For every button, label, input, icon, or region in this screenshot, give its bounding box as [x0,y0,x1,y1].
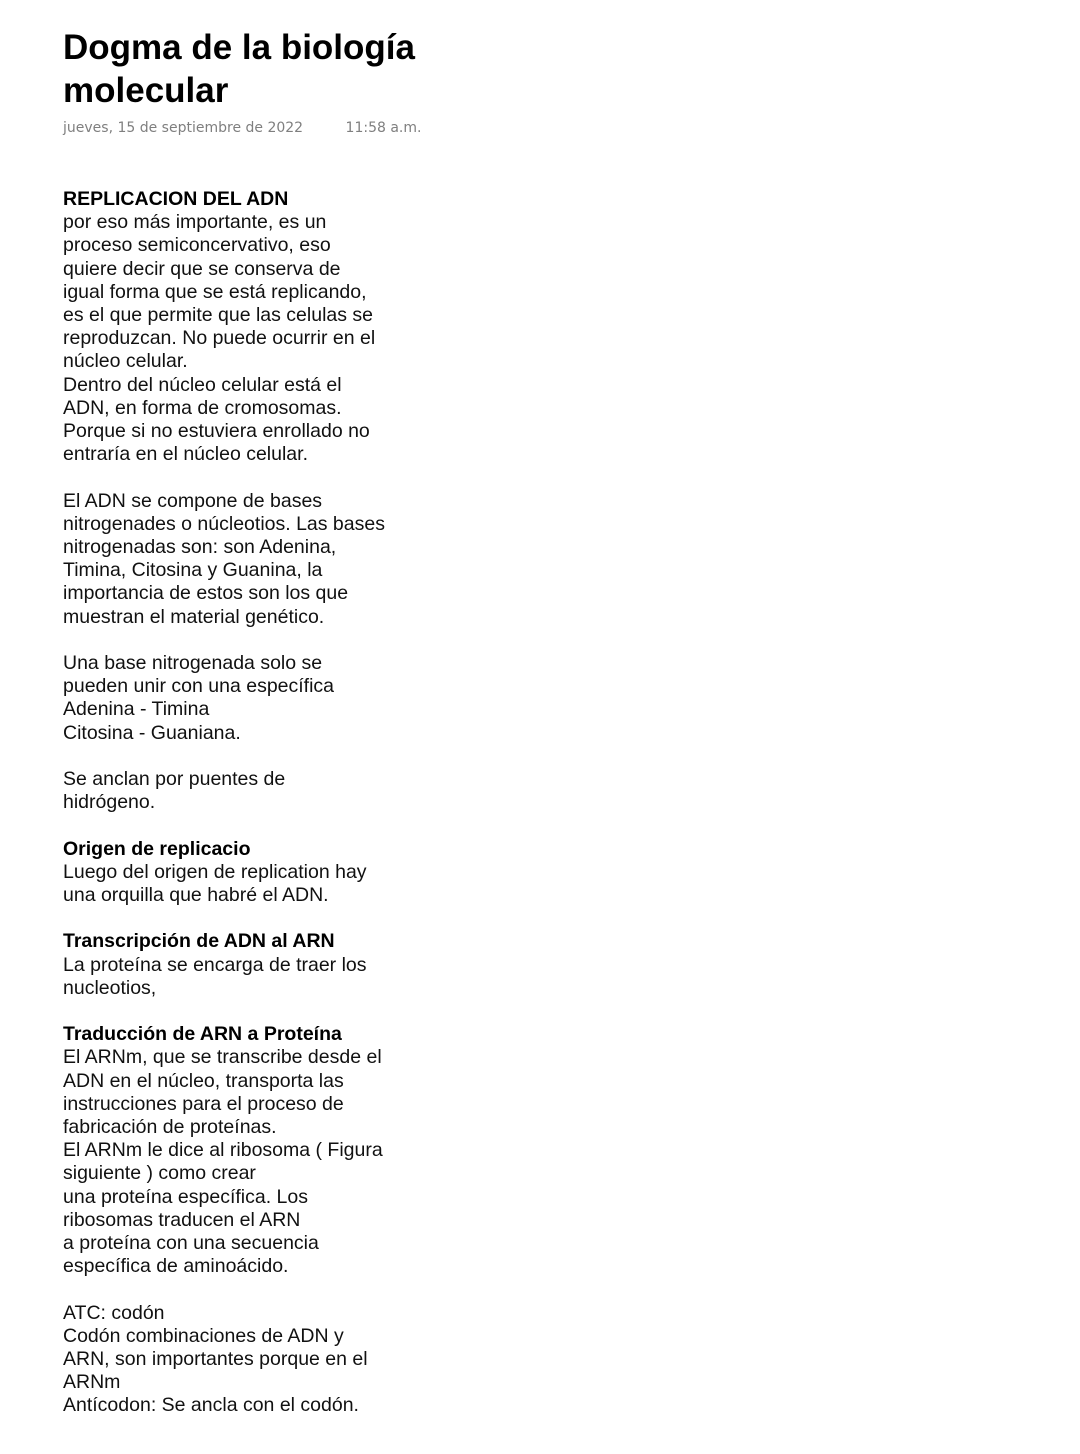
paragraph-line: siguiente ) como crear [63,1162,256,1185]
blank-line [63,1278,503,1301]
paragraph-line: Adenina - Timina [63,698,210,721]
paragraph-line: quiere decir que se conserva de [63,257,341,280]
paragraph-line: importancia de estos son los que [63,582,349,605]
paragraph-line: pueden unir con una específica [63,675,335,698]
note-page [63,26,503,1418]
paragraph-line: entraría en el núcleo celular. [63,443,308,466]
paragraph-line: núcleo celular. [63,350,188,373]
paragraph-line: El ARNm le dice al ribosoma ( Figura [63,1139,383,1162]
blank-line [63,629,503,652]
title-line-2: molecular [63,71,229,110]
paragraph-line: ADN, en forma de cromosomas. [63,396,342,419]
paragraph-line: nitrogenades o núcleotios. Las bases [63,512,385,535]
blank-line [63,1000,503,1023]
paragraph-line: instrucciones para el proceso de [63,1092,344,1115]
note-time: 11:58 a.m. [345,120,422,136]
section-heading: REPLICACION DEL ADN [63,188,289,210]
page-title [63,26,503,112]
paragraph-line: hidrógeno. [63,791,156,814]
paragraph-line: El ARNm, que se transcribe desde el [63,1046,382,1069]
title-line-1: Dogma de la biología [63,28,415,67]
blank-line [63,466,503,489]
section-heading: Origen de replicacio [63,837,251,860]
paragraph-line: La proteína se encarga de traer los [63,953,367,976]
blank-line [63,814,503,837]
paragraph-line: reproduzcan. No puede ocurrir en el [63,327,376,350]
paragraph-line: igual forma que se está replicando, [63,280,367,303]
section-heading: Traducción de ARN a Proteína [63,1023,342,1046]
section-heading: Transcripción de ADN al ARN [63,930,335,953]
paragraph-line: una proteína específica. Los [63,1185,308,1208]
note-date: jueves, 15 de septiembre de 2022 [63,120,304,136]
note-body [63,188,503,1418]
paragraph-line: es el que permite que las celulas se [63,304,374,327]
paragraph-line: por eso más importante, es un [63,211,327,234]
paragraph-line: Porque si no estuviera enrollado no [63,420,370,443]
paragraph-line: Citosina - Guaniana. [63,721,241,744]
paragraph-line: ATC: codón [63,1301,165,1324]
paragraph-line: Timina, Citosina y Guanina, la [63,559,323,582]
note-timestamp [63,120,503,140]
paragraph-line: Una base nitrogenada solo se [63,652,323,675]
paragraph-line: Luego del origen de replication hay [63,860,367,883]
paragraph-line: a proteína con una secuencia [63,1232,319,1255]
paragraph-line: una orquilla que habré el ADN. [63,884,329,907]
paragraph-line: El ADN se compone de bases [63,489,323,512]
paragraph-line: Codón combinaciones de ADN y [63,1324,344,1347]
paragraph-line: específica de aminoácido. [63,1255,289,1278]
paragraph-line: Se anclan por puentes de [63,768,286,791]
blank-line [63,907,503,930]
paragraph-line: ARNm [63,1371,121,1394]
paragraph-line: proceso semiconcervativo, eso [63,234,331,257]
paragraph-line: ADN en el núcleo, transporta las [63,1069,344,1092]
blank-line [63,745,503,768]
paragraph-line: muestran el material genético. [63,605,325,628]
paragraph-line: ribosomas traducen el ARN [63,1208,301,1231]
paragraph-line: fabricación de proteínas. [63,1116,277,1139]
paragraph-line: ARN, son importantes porque en el [63,1348,368,1371]
paragraph-line: nucleotios, [63,976,157,999]
paragraph-line: Dentro del núcleo celular está el [63,373,342,396]
paragraph-line: Antícodon: Se ancla con el codón. [63,1394,359,1417]
paragraph-line: nitrogenadas son: son Adenina, [63,536,337,559]
